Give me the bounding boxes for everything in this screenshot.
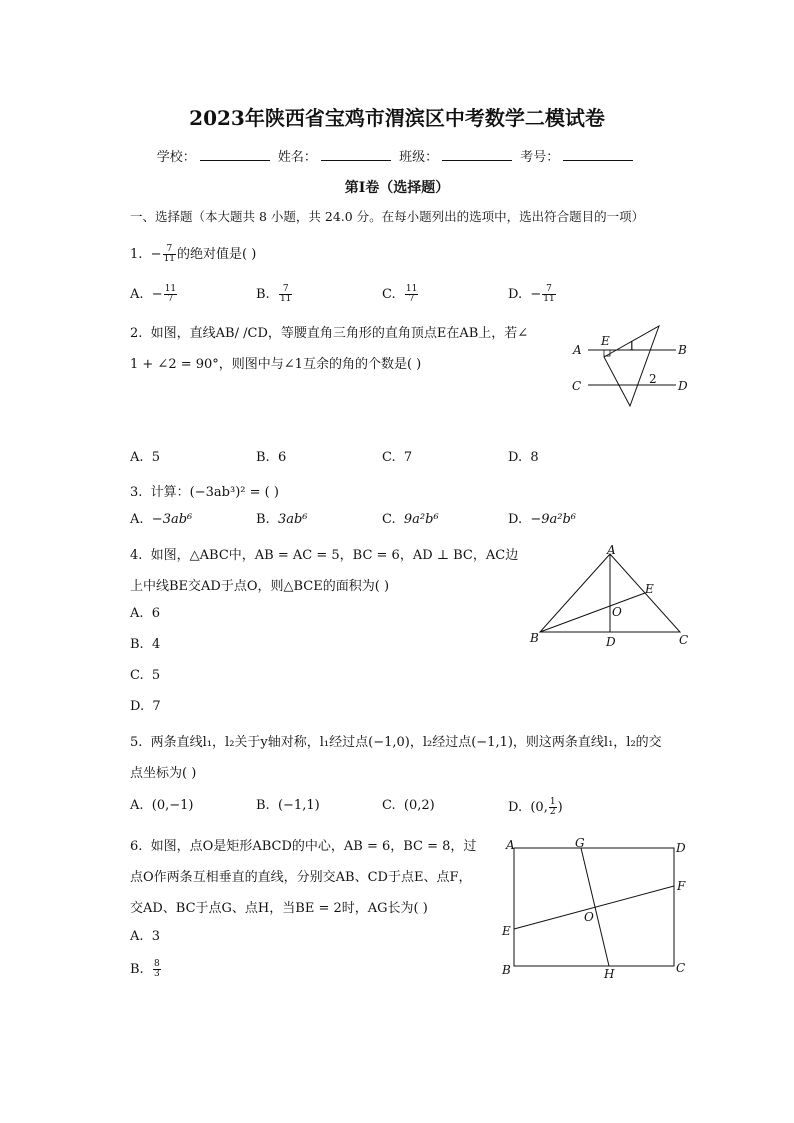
q4-option-a[interactable]: A. 6 <box>130 606 161 621</box>
q1-option-d[interactable]: D. − $\frac{7}{11}$ <box>508 284 555 304</box>
fig6-label-f: F <box>677 879 686 893</box>
line-gh <box>581 848 609 966</box>
question-6-line1: 6. 如图，点O是矩形ABCD的中心，AB = 6，BC = 8，过 <box>130 839 477 854</box>
question-3: 3. 计算：(−3ab³)² = ( ) <box>130 485 279 500</box>
school-blank[interactable] <box>200 148 270 161</box>
question-4-line1: 4. 如图，△ABC中，AB = AC = 5，BC = 6，AD ⊥ BC，AC边 <box>130 548 519 563</box>
question-6-line2: 点O作两条互相垂直的直线，分别交AB、CD于点E、点F， <box>130 870 472 885</box>
class-label: 班级： <box>399 150 439 165</box>
section-title: 第I卷（选择题） <box>344 180 450 196</box>
question-6-line3: 交AD、BC于点G、点H，当BE = 2时，AG长为( ) <box>130 901 428 916</box>
q2-option-d[interactable]: D. 8 <box>508 450 539 465</box>
fig6-label-c: C <box>676 961 686 975</box>
q3-option-a[interactable]: A. −3ab⁶ <box>130 512 193 527</box>
q6-option-a[interactable]: A. 3 <box>130 929 161 944</box>
fig2-angle-2: 2 <box>649 372 657 386</box>
fig6-label-a: A <box>506 838 515 852</box>
question-2-line1: 2. 如图，直线AB/ /CD，等腰直角三角形的直角顶点E在AB上，若∠ <box>130 326 529 341</box>
q5-option-c[interactable]: C. (0,2) <box>382 798 435 813</box>
question-2-line2: 1 + ∠2 = 90°，则图中与∠1互余的角的个数是( ) <box>130 357 422 372</box>
q1-text: 的绝对值是( ) <box>177 247 257 262</box>
fig4-label-d: D <box>606 635 616 649</box>
question-5-line2: 点坐标为( ) <box>130 766 197 781</box>
q6-option-b[interactable]: B. $\frac{8}{3}$ <box>130 959 160 979</box>
school-label: 学校： <box>156 150 196 165</box>
fig6-label-h: H <box>604 967 615 981</box>
q4-option-c[interactable]: C. 5 <box>130 668 161 683</box>
fig2-label-a: A <box>573 343 582 357</box>
q3-option-b[interactable]: B. 3ab⁶ <box>256 512 308 527</box>
q2-option-c[interactable]: C. 7 <box>382 450 413 465</box>
q1-fraction: $\frac{7}{11}$ <box>163 244 176 264</box>
fig6-label-d: D <box>676 841 686 855</box>
median-be <box>540 593 645 632</box>
question-4-line2: 上中线BE交AD于点O，则△BCE的面积为( ) <box>130 579 390 594</box>
q4-figure <box>524 542 696 652</box>
class-blank[interactable] <box>442 148 512 161</box>
q1-option-b[interactable]: B. $\frac{7}{11}$ <box>256 284 292 304</box>
question-1: 1. − $\frac{7}{11}$ 的绝对值是( ) <box>130 244 257 264</box>
fig4-label-o: O <box>612 605 622 619</box>
q6-figure <box>498 834 696 982</box>
fig4-label-c: C <box>679 633 689 647</box>
fig6-label-e: E <box>502 924 511 938</box>
fig6-label-g: G <box>575 836 585 850</box>
q4-option-b[interactable]: B. 4 <box>130 637 161 652</box>
right-triangle <box>604 326 659 406</box>
part1-heading: 一、选择题（本大题共 8 小题，共 24.0 分。在每小题列出的选项中，选出符合题目的一项） <box>130 209 645 224</box>
q5-option-a[interactable]: A. (0,−1) <box>130 798 194 813</box>
fig2-label-b: B <box>678 343 687 357</box>
fig2-label-d: D <box>678 379 688 393</box>
name-label: 姓名： <box>277 150 317 165</box>
fig6-label-o: O <box>584 910 594 924</box>
fig4-label-a: A <box>607 543 616 557</box>
exam-title: 2023年陕西省宝鸡市渭滨区中考数学二模试卷 <box>189 106 605 130</box>
q1-option-c[interactable]: C. $\frac{11}{7}$ <box>382 284 418 304</box>
name-blank[interactable] <box>321 148 391 161</box>
exam-no-blank[interactable] <box>563 148 633 161</box>
fig4-label-e: E <box>645 582 654 596</box>
line-ef <box>514 886 674 929</box>
fig2-angle-1: 1 <box>628 339 636 353</box>
q1-number: 1. <box>130 247 143 262</box>
fig2-label-c: C <box>572 379 582 393</box>
q1-option-a[interactable]: A. − $\frac{11}{7}$ <box>130 284 177 304</box>
fig4-label-b: B <box>530 631 539 645</box>
q5-option-b[interactable]: B. (−1,1) <box>256 798 320 813</box>
q2-option-a[interactable]: A. 5 <box>130 450 161 465</box>
q3-option-c[interactable]: C. 9a²b⁶ <box>382 512 439 527</box>
exam-no-label: 考号： <box>520 150 560 165</box>
q3-option-d[interactable]: D. −9a²b⁶ <box>508 512 577 527</box>
q2-option-b[interactable]: B. 6 <box>256 450 287 465</box>
q4-option-d[interactable]: D. 7 <box>130 699 161 714</box>
fig6-label-b: B <box>502 963 511 977</box>
question-5-line1: 5. 两条直线l₁，l₂关于y轴对称，l₁经过点(−1,0)，l₂经过点(−1,1)，则这两条直线l₁，l₂的交 <box>130 735 662 750</box>
q5-option-d[interactable]: D. (0, $\frac{1}{2}$ ) <box>508 797 563 817</box>
fig2-label-e: E <box>601 334 610 348</box>
q2-figure <box>566 320 696 412</box>
student-info-line <box>0 146 794 165</box>
